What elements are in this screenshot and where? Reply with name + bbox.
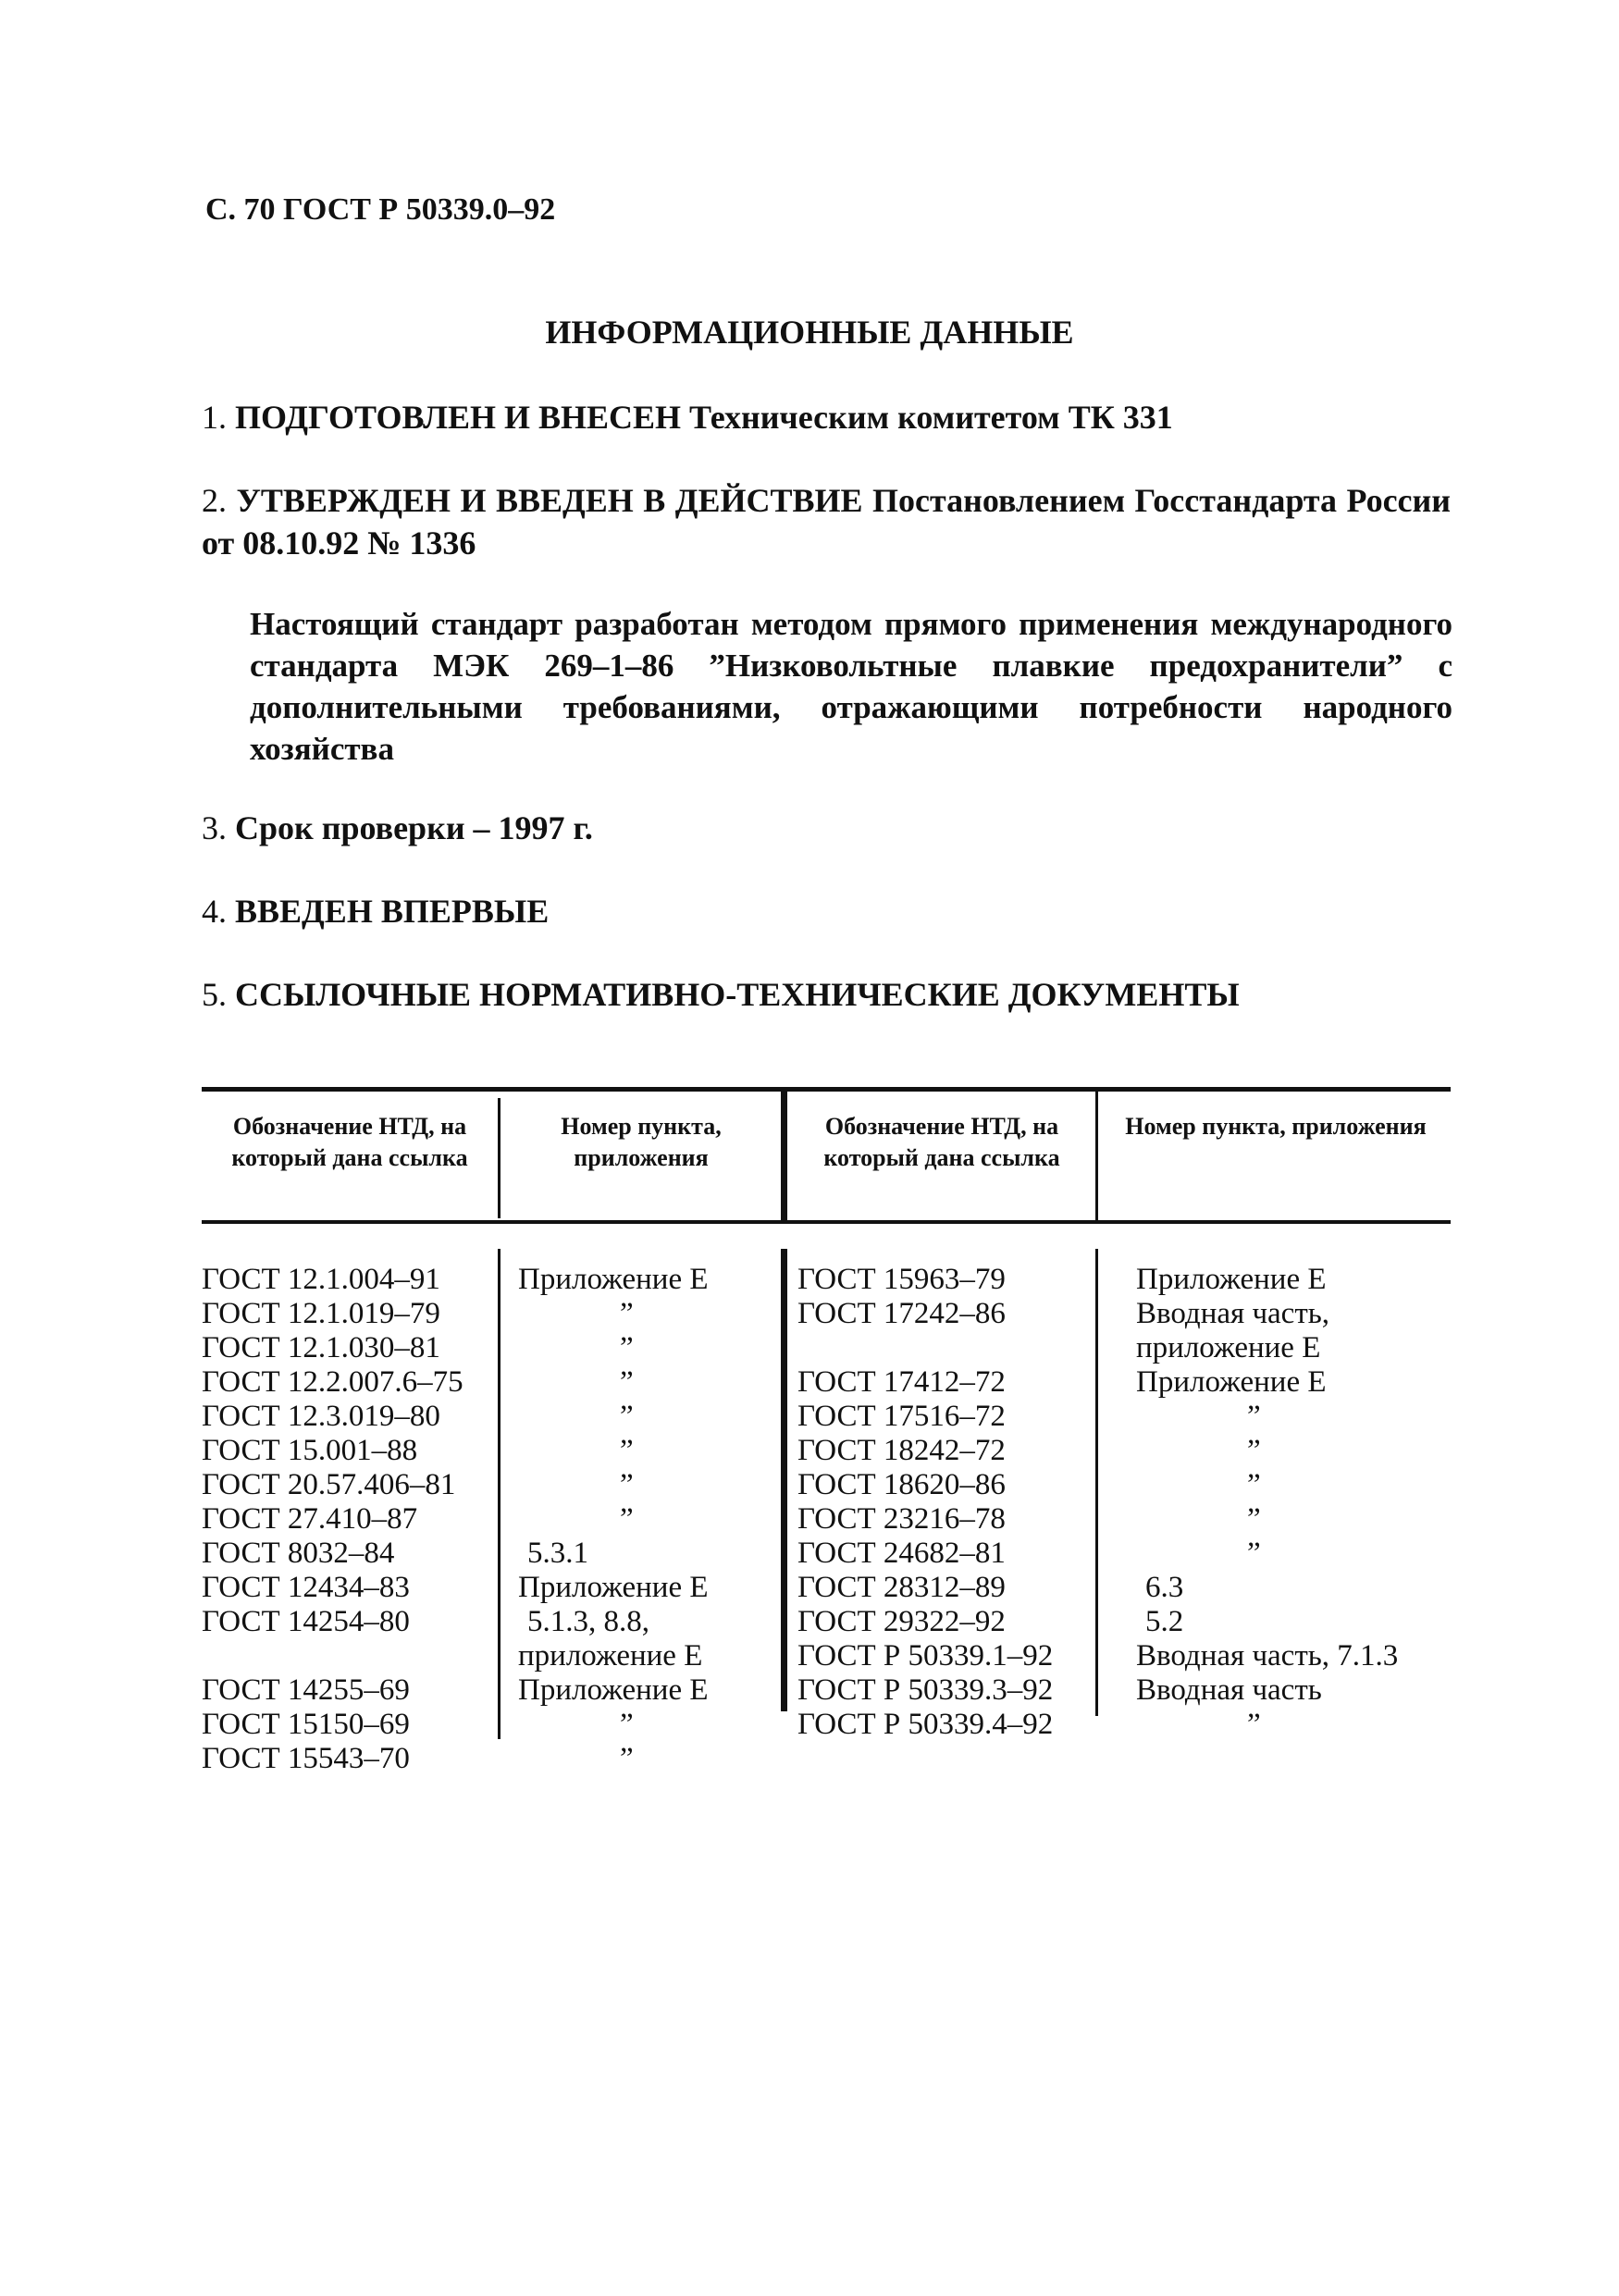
page-header: С. 70 ГОСТ Р 50339.0–92	[205, 192, 556, 227]
list-item: ”	[620, 1708, 634, 1741]
list-item: 6.3	[1145, 1571, 1184, 1604]
list-item: Вводная часть	[1136, 1673, 1322, 1707]
list-item	[797, 1331, 1094, 1365]
document-title: ИНФОРМАЦИОННЫЕ ДАННЫЕ	[545, 314, 1074, 351]
left-ref-column	[518, 1263, 777, 1776]
list-item: ГОСТ 17516–72	[797, 1400, 1006, 1433]
table-top-rule	[202, 1087, 1451, 1092]
column-divider-double	[781, 1092, 787, 1221]
list-item: Приложение Е	[518, 1673, 709, 1707]
list-item: приложение Е	[518, 1639, 703, 1673]
item-3	[202, 807, 1451, 849]
list-item: ГОСТ 28312–89	[797, 1571, 1006, 1604]
list-item: 5.2	[1145, 1605, 1184, 1638]
item-2	[202, 479, 1451, 564]
list-item: Приложение Е	[1136, 1365, 1327, 1399]
right-doc-column	[797, 1263, 1094, 1742]
list-item: ”	[1247, 1468, 1261, 1501]
list-item: ГОСТ 29322–92	[797, 1605, 1006, 1638]
item-lead: ВВЕДЕН ВПЕРВЫЕ	[235, 893, 550, 930]
references-table	[202, 1087, 1451, 1775]
list-item: Приложение Е	[518, 1263, 709, 1296]
header-clause-number: Номер пункта, приложения	[561, 1113, 722, 1171]
item-1	[202, 396, 1451, 438]
item-number: 5.	[202, 976, 227, 1013]
list-item: ”	[1247, 1434, 1261, 1467]
item-lead: УТВЕРЖДЕН И ВВЕДЕН В ДЕЙСТВИЕ	[236, 482, 863, 519]
list-item: ”	[620, 1297, 634, 1330]
list-item: ГОСТ 17412–72	[797, 1365, 1006, 1399]
list-item: ГОСТ 12.1.004–91	[202, 1263, 440, 1296]
list-item: Приложение Е	[518, 1571, 709, 1604]
list-item: ГОСТ 18620–86	[797, 1468, 1006, 1501]
list-item: ГОСТ 12.1.030–81	[202, 1331, 440, 1364]
header-ntd-designation: Обозначение НТД, на который дана ссылка	[231, 1113, 468, 1171]
column-divider	[1095, 1249, 1098, 1716]
column-divider	[1095, 1092, 1098, 1221]
list-item: ГОСТ Р 50339.1–92	[797, 1639, 1054, 1673]
list-item: ГОСТ Р 50339.3–92	[797, 1673, 1054, 1707]
item-lead: ПОДГОТОВЛЕН И ВНЕСЕН	[235, 399, 682, 436]
list-item: ”	[1247, 1502, 1261, 1536]
list-item: ГОСТ 12.2.007.6–75	[202, 1365, 463, 1399]
column-divider-double	[781, 1249, 787, 1711]
standard-note: Настоящий стандарт разработан методом прямого применения международного стандарта МЭК 269–1–86 ”Низковольтные плавкие предохранители” с дополнительными требованиями, отражающими потребности народного хозяйства	[250, 606, 1452, 767]
list-item: ”	[1247, 1537, 1261, 1570]
list-item: ГОСТ 17242–86	[797, 1297, 1006, 1330]
list-item: ”	[1247, 1400, 1261, 1433]
list-item: 5.1.3, 8.8,	[527, 1605, 649, 1638]
list-item: ГОСТ 12.1.019–79	[202, 1297, 440, 1330]
item-number: 3.	[202, 809, 227, 846]
list-item: 5.3.1	[527, 1537, 588, 1570]
list-item: ”	[620, 1468, 634, 1501]
list-item: ГОСТ 14254–80	[202, 1605, 410, 1638]
list-item: ”	[620, 1742, 634, 1775]
list-item: приложение Е	[1136, 1331, 1321, 1364]
list-item: ”	[620, 1434, 634, 1467]
list-item: ГОСТ 8032–84	[202, 1537, 395, 1570]
item-text: Срок проверки – 1997 г.	[235, 809, 593, 846]
list-item	[202, 1639, 496, 1673]
item-text: Постановлением Госстандарта России от 08.10.92 № 1336	[202, 482, 1452, 562]
list-item: ГОСТ Р 50339.4–92	[797, 1708, 1054, 1741]
header-ntd-designation: Обозначение НТД, на который дана ссылка	[823, 1113, 1060, 1171]
list-item: ”	[620, 1365, 634, 1399]
item-text: Техническим комитетом ТК 331	[689, 399, 1173, 436]
list-item: ГОСТ 15543–70	[202, 1742, 410, 1775]
header-clause-number: Номер пункта, приложения	[1125, 1113, 1427, 1140]
item-4	[202, 890, 1451, 932]
item-number: 1.	[202, 399, 227, 436]
left-doc-column	[202, 1263, 496, 1776]
column-divider	[498, 1249, 501, 1739]
list-item: ”	[620, 1331, 634, 1364]
item-number: 4.	[202, 893, 227, 930]
item-number: 2.	[202, 482, 227, 519]
list-item: ”	[620, 1502, 634, 1536]
list-item: Вводная часть, 7.1.3	[1136, 1639, 1399, 1673]
column-divider	[498, 1098, 501, 1218]
list-item: ГОСТ 12.3.019–80	[202, 1400, 440, 1433]
list-item: Приложение Е	[1136, 1263, 1327, 1296]
list-item: Вводная часть,	[1136, 1297, 1330, 1330]
list-item: ”	[1247, 1708, 1261, 1741]
item-lead: ССЫЛОЧНЫЕ НОРМАТИВНО-ТЕХНИЧЕСКИЕ ДОКУМЕНТЫ	[235, 976, 1240, 1013]
list-item: ”	[620, 1400, 634, 1433]
list-item: ГОСТ 20.57.406–81	[202, 1468, 456, 1501]
list-item: ГОСТ 12434–83	[202, 1571, 410, 1604]
right-ref-column	[1136, 1263, 1451, 1742]
list-item: ГОСТ 14255–69	[202, 1673, 410, 1707]
table-header-rule	[202, 1220, 1451, 1224]
list-item: ГОСТ 27.410–87	[202, 1502, 418, 1536]
list-item: ГОСТ 23216–78	[797, 1502, 1006, 1536]
list-item: ГОСТ 15.001–88	[202, 1434, 418, 1467]
item-5	[202, 973, 1451, 1016]
list-item: ГОСТ 15963–79	[797, 1263, 1006, 1296]
list-item: ГОСТ 24682–81	[797, 1537, 1006, 1570]
list-item: ГОСТ 18242–72	[797, 1434, 1006, 1467]
list-item: ГОСТ 15150–69	[202, 1708, 410, 1741]
